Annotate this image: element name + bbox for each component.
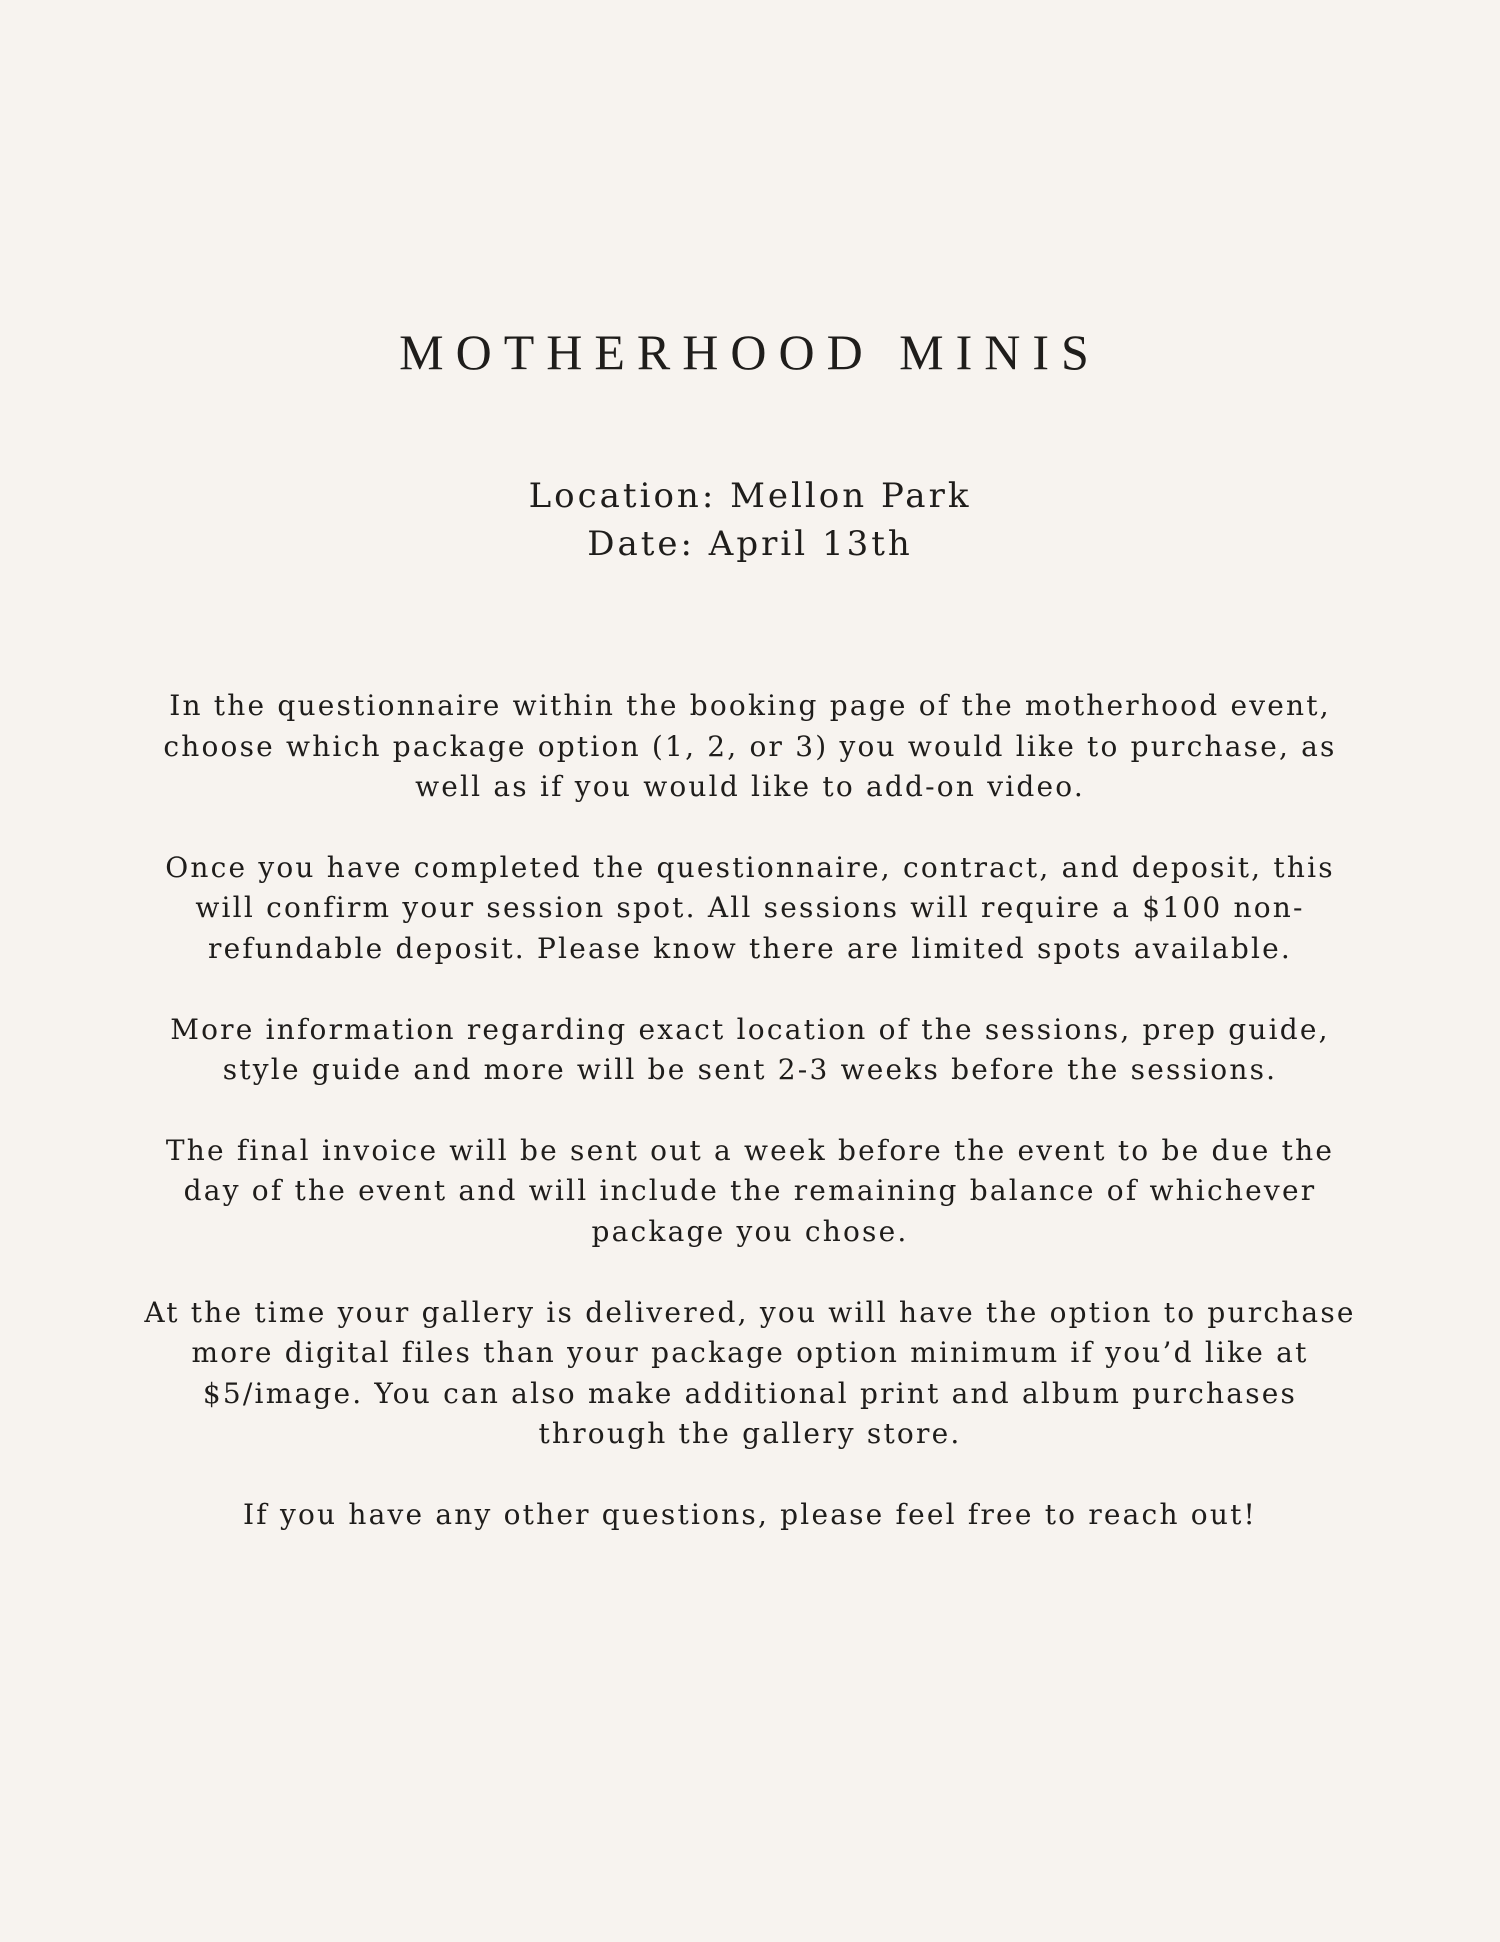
paragraph-gallery: At the time your gallery is delivered, you will have the option to purchase more digital files than your package option minimum if you’d like at $5/image. You can also make additional print and album purchases through the gallery store. <box>144 1295 1356 1451</box>
paragraph-more-info: More information regarding exact location of the sessions, prep guide, style guide and more will be sent 2-3 weeks before the sessions. <box>170 1012 1330 1087</box>
paragraph-final-invoice: The final invoice will be sent out a week before the event to be due the day of the event and will include the remaining balance of whichever package you chose. <box>165 1133 1335 1248</box>
location-line: Location: Mellon Park <box>528 476 972 516</box>
paragraph-contact: If you have any other questions, please feel free to reach out! <box>243 1497 1257 1531</box>
date-line: Date: April 13th <box>587 524 913 564</box>
event-details <box>0 472 1500 568</box>
paragraph-deposit: Once you have completed the questionnaire, contract, and deposit, this will confirm your session spot. All sessions will require a $100 non-refundable deposit. Please know there are limited spots available. <box>165 850 1335 965</box>
info-body <box>140 686 1360 1536</box>
paragraph-questionnaire: In the questionnaire within the booking page of the motherhood event, choose which package option (1, 2, or 3) you would like to purchase, as well as if you would like to add-on video. <box>163 689 1337 804</box>
page-title: MOTHERHOOD MINIS <box>399 324 1101 380</box>
